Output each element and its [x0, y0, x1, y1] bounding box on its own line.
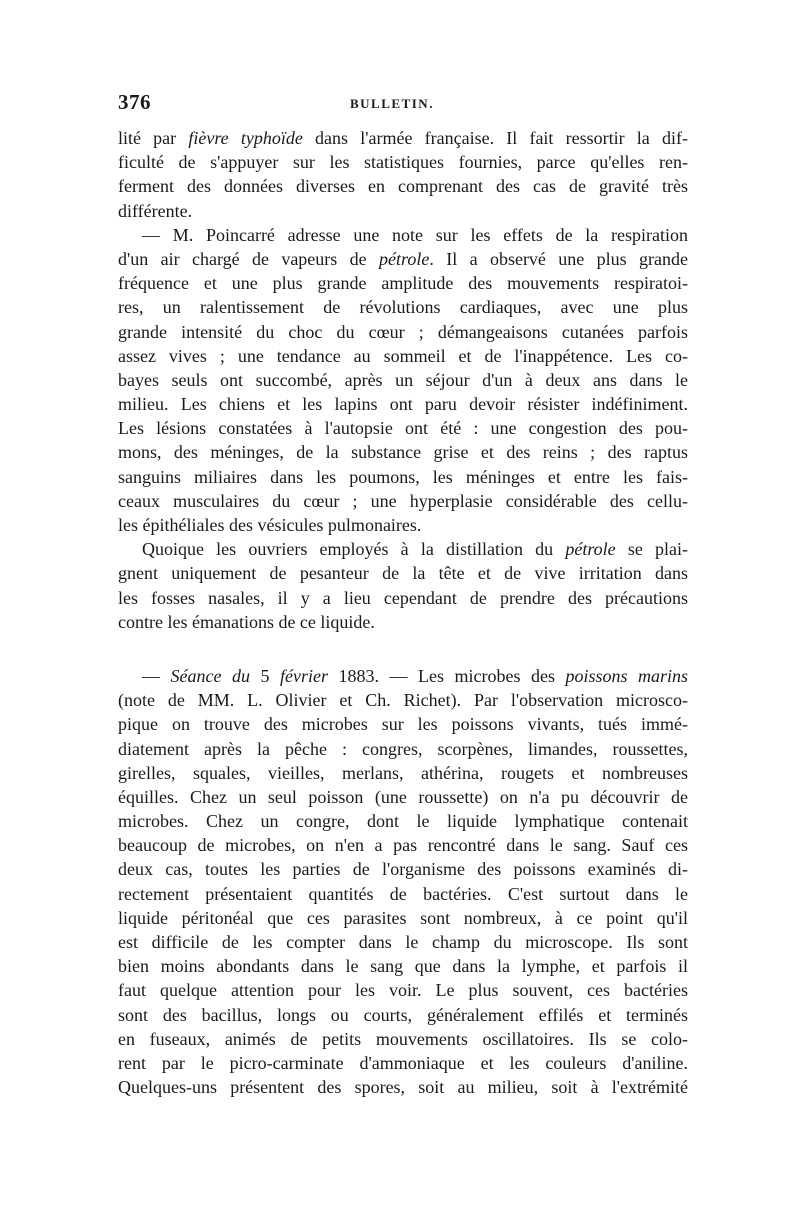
- text-line: faut quelque attention pour les voir. Le plus souvent, ces bactéries: [118, 980, 688, 1001]
- text-line: est difficile de les compter dans le champ du microscope. Ils sont: [118, 932, 688, 952]
- text-line: beaucoup de microbes, on n'en a pas rencontré dans le sang. Sauf ces: [118, 835, 688, 856]
- text-line: rent par le picro-carminate d'ammoniaque et les couleurs d'aniline.: [118, 1052, 688, 1073]
- text-line: assez vives ; une tendance au sommeil et de l'inappétence. Les co-: [118, 345, 688, 366]
- text-line: rectement présentaient quantités de bactéries. C'est surtout dans le: [118, 883, 688, 904]
- text-line: en fuseaux, animés de petits mouvements oscillatoires. Ils se colo-: [118, 1028, 688, 1049]
- text-line: Quelques-uns présentent des spores, soit au milieu, soit à l'extrémité: [118, 1077, 688, 1098]
- paragraph: [118, 664, 688, 1099]
- text-line: diatement après la pêche : congres, scorpènes, limandes, roussettes,: [118, 738, 688, 759]
- italic-term: février: [280, 665, 328, 686]
- text-line: Quoique les ouvriers employés à la distillation du pétrole se plai-: [142, 539, 689, 560]
- text-line: sanguins miliaires dans les poumons, les méninges et entre les fais-: [118, 466, 688, 487]
- italic-term: Séance du: [170, 665, 250, 686]
- text-line: contre les émanations de ce liquide.: [118, 611, 375, 632]
- body-text: [118, 126, 688, 1099]
- running-head: BULLETIN.: [350, 96, 434, 111]
- text-line: ficulté de s'appuyer sur les statistiques fournies, parce qu'elles ren-: [118, 152, 688, 173]
- text-line: mons, des méninges, de la substance grise et des reins ; des raptus: [118, 442, 688, 463]
- italic-term: fièvre typhoïde: [188, 128, 303, 148]
- italic-term: poissons marins: [565, 665, 689, 686]
- text-line: d'un air chargé de vapeurs de pétrole. Il a observé une plus grande: [118, 248, 688, 269]
- text-line: les épithéliales des vésicules pulmonaires.: [118, 515, 422, 535]
- text-line: sont des bacillus, longs ou courts, généralement effilés et terminés: [118, 1004, 688, 1025]
- text-line: gnent uniquement de pesanteur de la tête et de vive irritation dans: [118, 563, 688, 584]
- text-line: ceaux musculaires du cœur ; une hyperplasie considérable des cellu-: [118, 490, 688, 511]
- text-line: — Séance du 5 février 1883. — Les microbes des poissons marins: [142, 665, 689, 686]
- text-line: — M. Poincarré adresse une note sur les effets de la respiration: [142, 224, 688, 245]
- text-line: fréquence et une plus grande amplitude des mouvements respiratoi-: [118, 273, 688, 294]
- text-line: microbes. Chez un congre, dont le liquide lymphatique contenait: [118, 811, 688, 832]
- text-line: ferment des données diverses en comprenant des cas de gravité très: [118, 176, 688, 197]
- text-line: liquide péritonéal que ces parasites sont nombreux, à ce point qu'il: [118, 907, 688, 928]
- page-header: [118, 90, 688, 118]
- text-line: différente.: [118, 200, 193, 221]
- text-line: girelles, squales, vieilles, merlans, athérina, rougets et nombreuses: [118, 762, 688, 783]
- text-line: bien moins abondants dans le sang que dans la lymphe, et parfois il: [118, 956, 688, 977]
- text-line: les fosses nasales, il y a lieu cependant de prendre des précautions: [118, 587, 688, 608]
- text-line: équilles. Chez un seul poisson (une roussette) on n'a pu découvrir de: [118, 786, 688, 807]
- paragraph: [118, 537, 688, 634]
- italic-term: pétrole: [565, 539, 616, 560]
- text-line: (note de MM. L. Olivier et Ch. Richet). Par l'observation microsco-: [118, 690, 688, 711]
- paragraph: [118, 223, 688, 537]
- paragraph-gap: [118, 634, 688, 664]
- text-line: grande intensité du choc du cœur ; démangeaisons cutanées parfois: [118, 321, 688, 342]
- text-line: milieu. Les chiens et les lapins ont paru devoir résister indéfiniment.: [118, 394, 688, 415]
- text-line: res, un ralentissement de révolutions cardiaques, avec une plus: [118, 297, 688, 318]
- page-number: 376: [118, 90, 151, 114]
- text-line: Les lésions constatées à l'autopsie ont été : une congestion des pou-: [118, 418, 688, 439]
- text-line: deux cas, toutes les parties de l'organisme des poissons examinés di-: [118, 859, 688, 880]
- paragraph: [118, 126, 688, 223]
- italic-term: pétrole: [379, 248, 430, 269]
- text-line: bayes seuls ont succombé, après un séjour d'un à deux ans dans le: [118, 369, 688, 390]
- text-line: pique on trouve des microbes sur les poissons vivants, tués immé-: [118, 714, 688, 735]
- text-line: lité par fièvre typhoïde dans l'armée française. Il fait ressortir la dif-: [118, 128, 688, 148]
